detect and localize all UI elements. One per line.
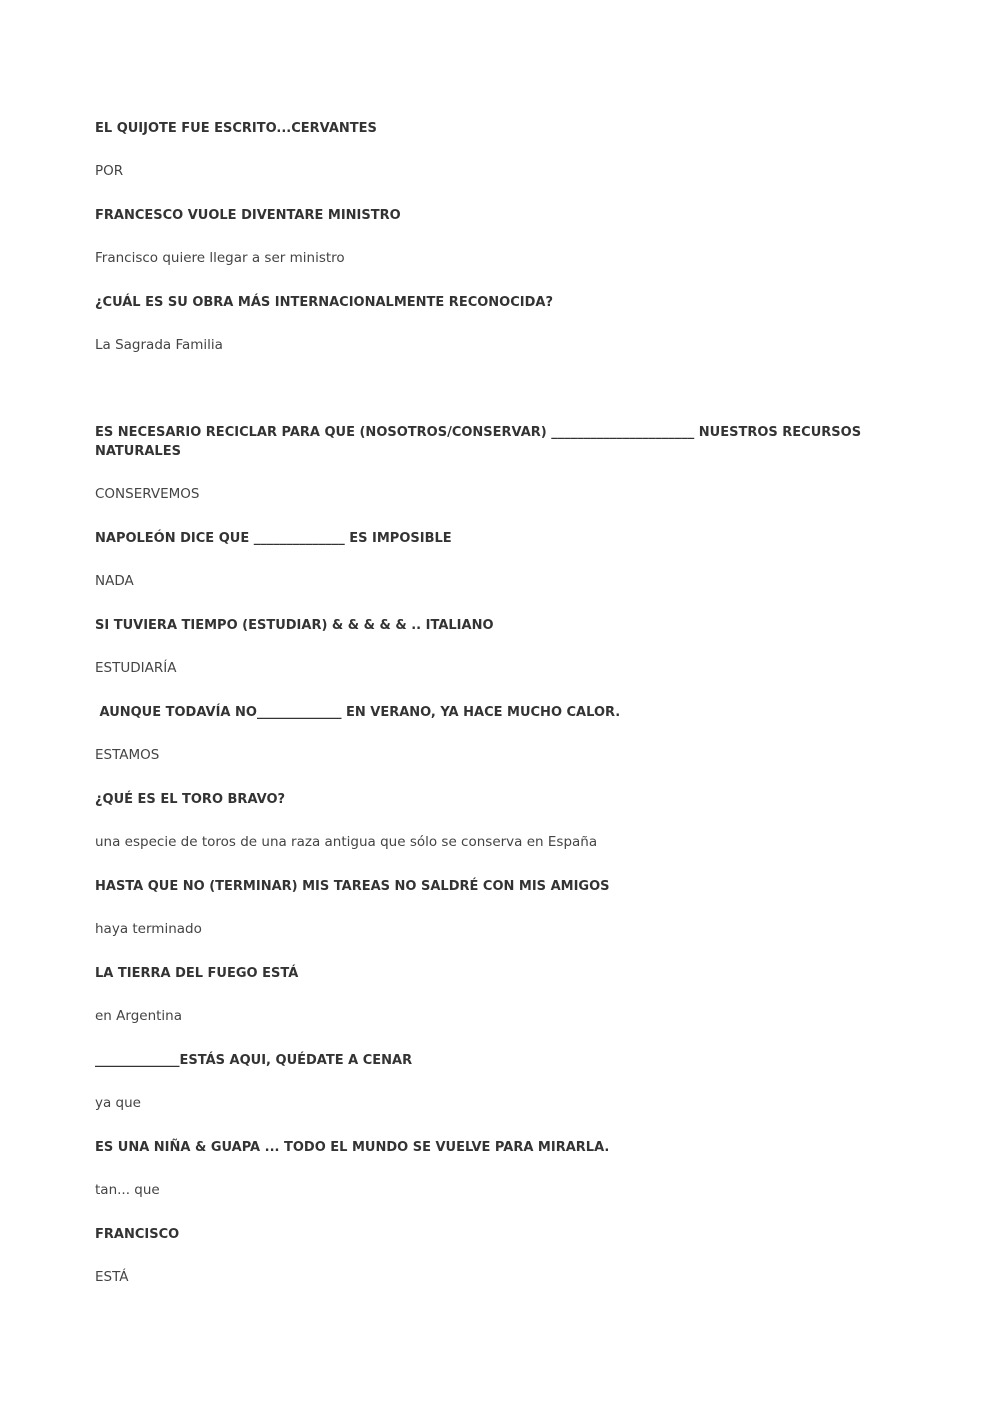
question: ES UNA NIÑA & GUAPA ... TODO EL MUNDO SE VUELVE PARA MIRARLA. — [95, 1140, 610, 1155]
answer: tan... que — [95, 1182, 160, 1198]
question: NAPOLEÓN DICE QUE ______________ ES IMPOSIBLE — [95, 531, 452, 546]
answer: ESTAMOS — [95, 747, 160, 763]
answer: NADA — [95, 573, 134, 589]
answer: La Sagrada Familia — [95, 337, 223, 353]
answer: haya terminado — [95, 921, 202, 937]
question: FRANCISCO — [95, 1227, 180, 1242]
question: HASTA QUE NO (TERMINAR) MIS TAREAS NO SALDRÉ CON MIS AMIGOS — [95, 879, 610, 894]
answer: ESTÁ — [95, 1269, 129, 1285]
qa-item — [95, 877, 905, 939]
question: LA TIERRA DEL FUEGO ESTÁ — [95, 966, 299, 981]
question: AUNQUE TODAVÍA NO_____________ EN VERANO, YA HACE MUCHO CALOR. — [95, 705, 621, 720]
answer: Francisco quiere llegar a ser ministro — [95, 250, 345, 266]
document-page — [95, 119, 905, 1287]
qa-item — [95, 423, 905, 504]
question: FRANCESCO VUOLE DIVENTARE MINISTRO — [95, 208, 401, 223]
question: _____________ESTÁS AQUI, QUÉDATE A CENAR — [95, 1053, 413, 1068]
question: ES NECESARIO RECICLAR PARA QUE (NOSOTROS/CONSERVAR) ______________________ NUESTROS RECURSOS NATURALES — [95, 425, 866, 459]
qa-item — [95, 293, 905, 355]
question: EL QUIJOTE FUE ESCRITO...CERVANTES — [95, 121, 377, 136]
question: ¿CUÁL ES SU OBRA MÁS INTERNACIONALMENTE RECONOCIDA? — [95, 295, 553, 310]
answer: CONSERVEMOS — [95, 486, 200, 502]
question: SI TUVIERA TIEMPO (ESTUDIAR) & & & & & .. ITALIANO — [95, 618, 494, 633]
qa-item — [95, 616, 905, 678]
qa-item — [95, 790, 905, 852]
qa-item — [95, 529, 905, 591]
qa-item — [95, 119, 905, 181]
qa-item — [95, 1138, 905, 1200]
qa-item — [95, 1225, 905, 1287]
qa-item — [95, 1051, 905, 1113]
answer: una especie de toros de una raza antigua que sólo se conserva en España — [95, 834, 598, 850]
answer: ya que — [95, 1095, 141, 1111]
answer: ESTUDIARÍA — [95, 660, 177, 676]
qa-item — [95, 206, 905, 268]
answer: POR — [95, 163, 124, 179]
question: ¿QUÉ ES EL TORO BRAVO? — [95, 792, 286, 807]
qa-item — [95, 964, 905, 1026]
qa-item — [95, 703, 905, 765]
answer: en Argentina — [95, 1008, 183, 1024]
